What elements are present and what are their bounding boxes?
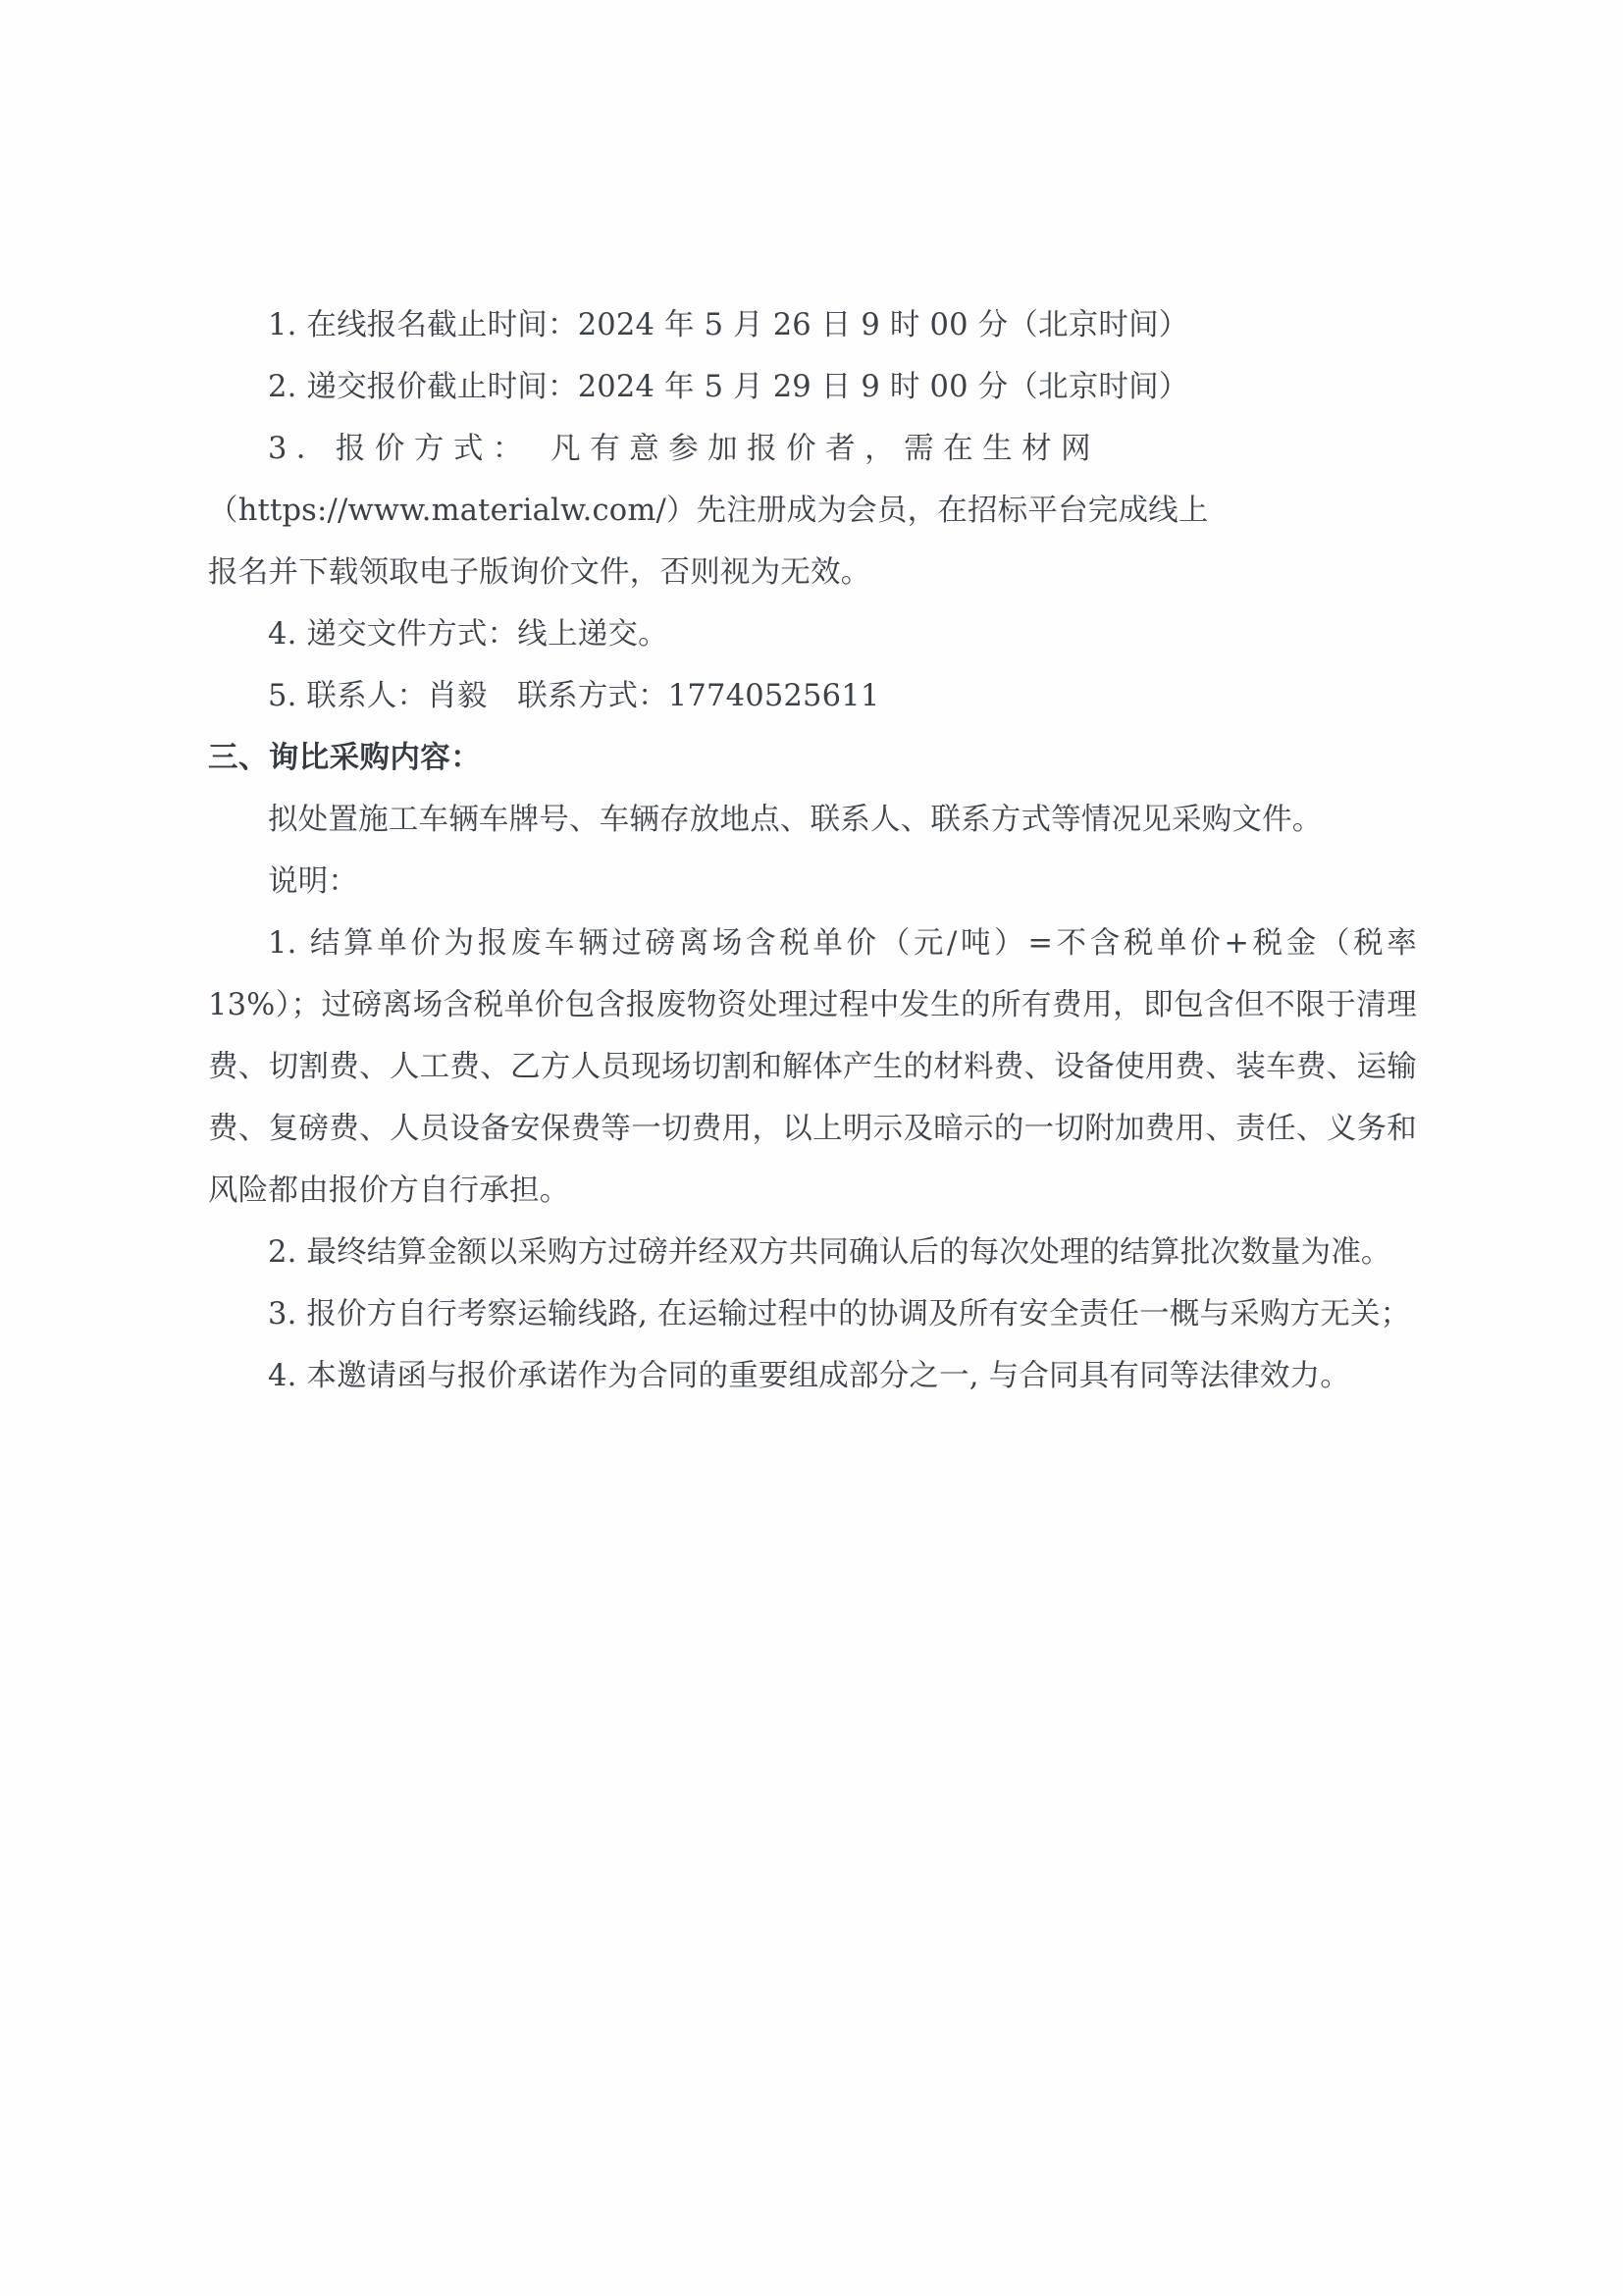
paragraph-notes-label: 说明： (268, 864, 359, 899)
paragraph-purchase-scope: 拟处置施工车辆车牌号、车辆存放地点、联系人、联系方式等情况见采购文件。 (268, 803, 1323, 837)
paragraph-submission-method: 4. 递交文件方式：线上递交。 (268, 617, 668, 652)
paragraph-quotation-method-lead: 3．报价方式： 凡有意参加报价者，需在生材网 (268, 432, 1101, 466)
section-heading-purchase-content: 三、询比采购内容： (208, 740, 482, 775)
paragraph-quotation-deadline: 2. 递交报价截止时间：2024 年 5 月 29 日 9 时 00 分（北京时间） (268, 370, 1189, 404)
paragraph-contact: 5. 联系人：肖毅 联系方式：17740525611 (268, 679, 880, 713)
paragraph-note-1: 1. 结算单价为报废车辆过磅离场含税单价（元/吨）=不含税单价+税金（税率 13%）；过磅离场含税单价包含报废物资处理过程中发生的所有费用，即包含但不限于清理费、切割费、人工费、乙方人员现场切割和解体产生的材料费、设备使用费、装车费、运输费、复磅费、人员设备安保费等一切费用，以上明示及暗示的一切附加费用、责任、义务和风险都由报价方自行承担。 (208, 926, 1427, 1208)
paragraph-quotation-method-tail: 报名并下载领取电子版询价文件，否则视为无效。 (208, 555, 871, 590)
paragraph-note-4: 4. 本邀请函与报价承诺作为合同的重要组成部分之一, 与合同具有同等法律效力。 (268, 1359, 1350, 1393)
document-body (208, 294, 1427, 1407)
paragraph-note-2: 2. 最终结算金额以采购方过磅并经双方共同确认后的每次处理的结算批次数量为准。 (268, 1235, 1391, 1270)
paragraph-quotation-method-url: （https://www.materialw.com/）先注册成为会员，在招标平台完成线上 (208, 494, 1209, 528)
paragraph-registration-deadline: 1. 在线报名截止时间：2024 年 5 月 26 日 9 时 00 分（北京时间） (268, 308, 1189, 342)
paragraph-note-3: 3. 报价方自行考察运输线路, 在运输过程中的协调及所有安全责任一概与采购方无关； (268, 1297, 1411, 1331)
